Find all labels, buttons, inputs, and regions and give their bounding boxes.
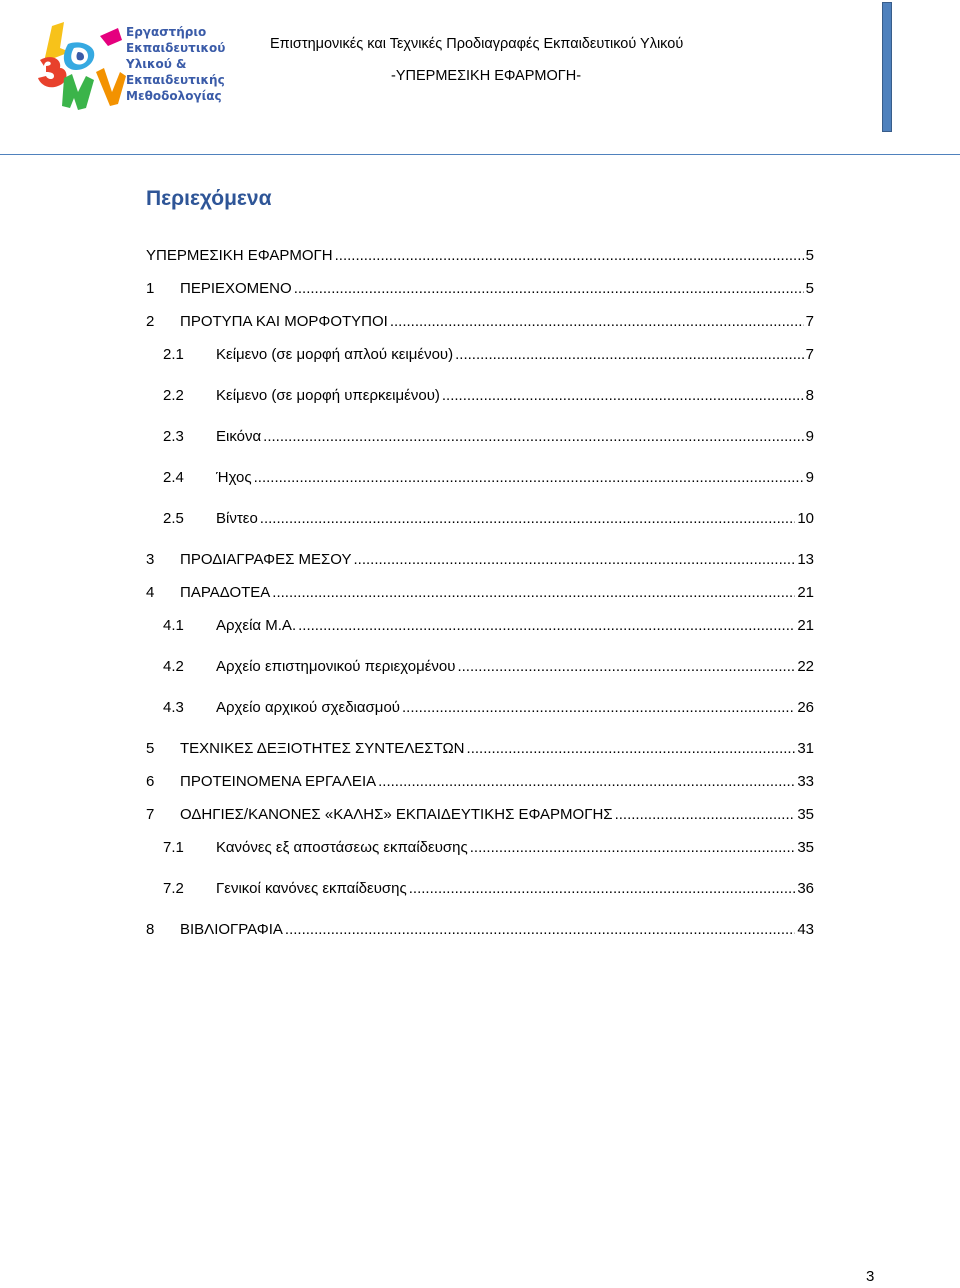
toc-entry-page: 35 (797, 839, 814, 856)
toc-entry-number: 4.3 (163, 699, 184, 716)
toc-entry-label: ΟΔΗΓΙΕΣ/ΚΑΝΟΝΕΣ «ΚΑΛΗΣ» ΕΚΠΑΙΔΕΥΤΙΚΗΣ ΕΦΑΡΜΟΓΗΣ (180, 806, 613, 823)
toc-entry-page: 5 (805, 247, 814, 264)
toc-entry-label: Βίντεο (216, 510, 258, 527)
toc-entry[interactable] (163, 468, 814, 488)
logo-line: Μεθοδολογίας (126, 89, 222, 103)
logo-wordmark (126, 24, 225, 104)
toc-entry[interactable] (163, 698, 814, 718)
toc-entry-label: Κείμενο (σε μορφή απλού κειμένου) (216, 346, 454, 363)
toc-entry-number: 2.5 (163, 510, 184, 527)
toc-entry-number: 2.2 (163, 387, 184, 404)
toc-entry-page: 35 (797, 806, 814, 823)
toc-entry-label: Ήχος (216, 469, 252, 486)
toc-entry[interactable] (163, 616, 814, 636)
toc-entry[interactable] (163, 427, 814, 447)
toc-entry-label: Αρχείο επιστημονικού περιεχομένου (216, 658, 456, 675)
toc-entry-number: 2.3 (163, 428, 184, 445)
toc-entry-page: 5 (805, 280, 814, 297)
toc-dot-leader (294, 279, 804, 299)
toc-entry-page: 43 (797, 921, 814, 938)
toc-entry-number: 7.1 (163, 839, 184, 856)
toc-entry-page: 21 (797, 617, 814, 634)
toc-dot-leader (263, 427, 803, 447)
toc-entry-page: 26 (797, 699, 814, 716)
toc-entry-page: 9 (805, 428, 814, 445)
toc-entry[interactable] (146, 279, 814, 299)
toc-dot-leader (285, 920, 795, 940)
toc-entry[interactable] (146, 550, 814, 570)
toc-entry-number: 4 (146, 584, 155, 601)
toc-dot-leader (409, 879, 796, 899)
toc-entry[interactable] (146, 312, 814, 332)
toc-dot-leader (353, 550, 795, 570)
toc-entry-page: 10 (797, 510, 814, 527)
toc-dot-leader (442, 386, 804, 406)
logo-line: Υλικού & (126, 57, 187, 71)
logo-line: Εργαστήριο (126, 25, 207, 39)
toc-entry-label: Γενικοί κανόνες εκπαίδευσης (216, 880, 407, 897)
toc-entry-page: 8 (805, 387, 814, 404)
toc-entry[interactable] (163, 509, 814, 529)
toc-entry-number: 2 (146, 313, 155, 330)
toc-entry-label: ΥΠΕΡΜΕΣΙΚΗ ΕΦΑΡΜΟΓΗ (146, 247, 333, 264)
toc-entry-page: 7 (805, 346, 814, 363)
toc-dot-leader (457, 657, 795, 677)
page-header (0, 0, 960, 156)
toc-entry[interactable] (146, 739, 814, 759)
toc-entry-label: ΠΑΡΑΔΟΤΕΑ (180, 584, 271, 601)
toc-entry-number: 7 (146, 806, 155, 823)
toc-entry-page: 13 (797, 551, 814, 568)
toc-entry-label: Εικόνα (216, 428, 262, 445)
header-accent-bar (882, 2, 892, 132)
toc-entry[interactable] (163, 879, 814, 899)
toc-dot-leader (470, 838, 796, 858)
toc-entry-number: 4.1 (163, 617, 184, 634)
toc-entry-page: 21 (797, 584, 814, 601)
logo-line: Εκπαιδευτικού (126, 41, 226, 55)
toc-entry[interactable] (146, 920, 814, 940)
toc-dot-leader (455, 345, 804, 365)
toc-dot-leader (298, 616, 795, 636)
toc-entry-number: 1 (146, 280, 155, 297)
toc-entry[interactable] (163, 386, 814, 406)
toc-heading: Περιεχόμενα (146, 187, 272, 210)
toc-entry-label: ΠΡΟΤΕΙΝΟΜΕΝΑ ΕΡΓΑΛΕΙΑ (180, 773, 377, 790)
toc-entry-label: ΒΙΒΛΙΟΓΡΑΦΙΑ (180, 921, 283, 938)
toc-entry[interactable] (163, 345, 814, 365)
toc-entry-page: 7 (805, 313, 814, 330)
toc-entry[interactable] (163, 838, 814, 858)
toc-entry-label: ΠΡΟΔΙΑΓΡΑΦΕΣ ΜΕΣΟΥ (180, 551, 352, 568)
toc-dot-leader (402, 698, 795, 718)
toc-entry-number: 3 (146, 551, 155, 568)
toc-entry-number: 8 (146, 921, 155, 938)
document-title: Επιστημονικές και Τεχνικές Προδιαγραφές Εκπαιδευτικού Υλικού (270, 36, 684, 52)
toc-dot-leader (272, 583, 795, 603)
header-divider (0, 154, 960, 155)
toc-entry-number: 2.1 (163, 346, 184, 363)
toc-entry[interactable] (146, 246, 814, 266)
toc-entry-page: 9 (805, 469, 814, 486)
toc-dot-leader (260, 509, 796, 529)
toc-entry-page: 33 (797, 773, 814, 790)
toc-entry-number: 7.2 (163, 880, 184, 897)
toc-entry-label: ΠΡΟΤΥΠΑ ΚΑΙ ΜΟΡΦΟΤΥΠΟΙ (180, 313, 388, 330)
toc-dot-leader (254, 468, 804, 488)
toc-entry-page: 36 (797, 880, 814, 897)
toc-entry-label: ΤΕΧΝΙΚΕΣ ΔΕΞΙΟΤΗΤΕΣ ΣΥΝΤΕΛΕΣΤΩΝ (180, 740, 465, 757)
document-subtitle: -ΥΠΕΡΜΕΣΙΚΗ ΕΦΑΡΜΟΓΗ- (391, 68, 582, 84)
logo-line: Εκπαιδευτικής (126, 73, 225, 87)
toc-entry[interactable] (163, 657, 814, 677)
toc-dot-leader (378, 772, 795, 792)
toc-entry-label: Αρχεία Μ.Α. (216, 617, 297, 634)
toc-entry[interactable] (146, 772, 814, 792)
toc-dot-leader (335, 246, 804, 266)
toc-entry[interactable] (146, 583, 814, 603)
toc-dot-leader (615, 805, 796, 825)
toc-entry-number: 4.2 (163, 658, 184, 675)
toc-entry-number: 2.4 (163, 469, 184, 486)
toc-entry-page: 22 (797, 658, 814, 675)
toc-dot-leader (390, 312, 804, 332)
toc-entry[interactable] (146, 805, 814, 825)
page-number: 3 (866, 1268, 875, 1285)
toc-dot-leader (467, 739, 796, 759)
toc-entry-number: 6 (146, 773, 155, 790)
toc-entry-label: ΠΕΡΙΕΧΟΜΕΝΟ (180, 280, 292, 297)
toc-entry-label: Κείμενο (σε μορφή υπερκειμένου) (216, 387, 440, 404)
toc-entry-page: 31 (797, 740, 814, 757)
toc-entry-label: Αρχείο αρχικού σχεδιασμού (216, 699, 400, 716)
toc-entry-label: Κανόνες εξ αποστάσεως εκπαίδευσης (216, 839, 468, 856)
toc-entry-number: 5 (146, 740, 155, 757)
